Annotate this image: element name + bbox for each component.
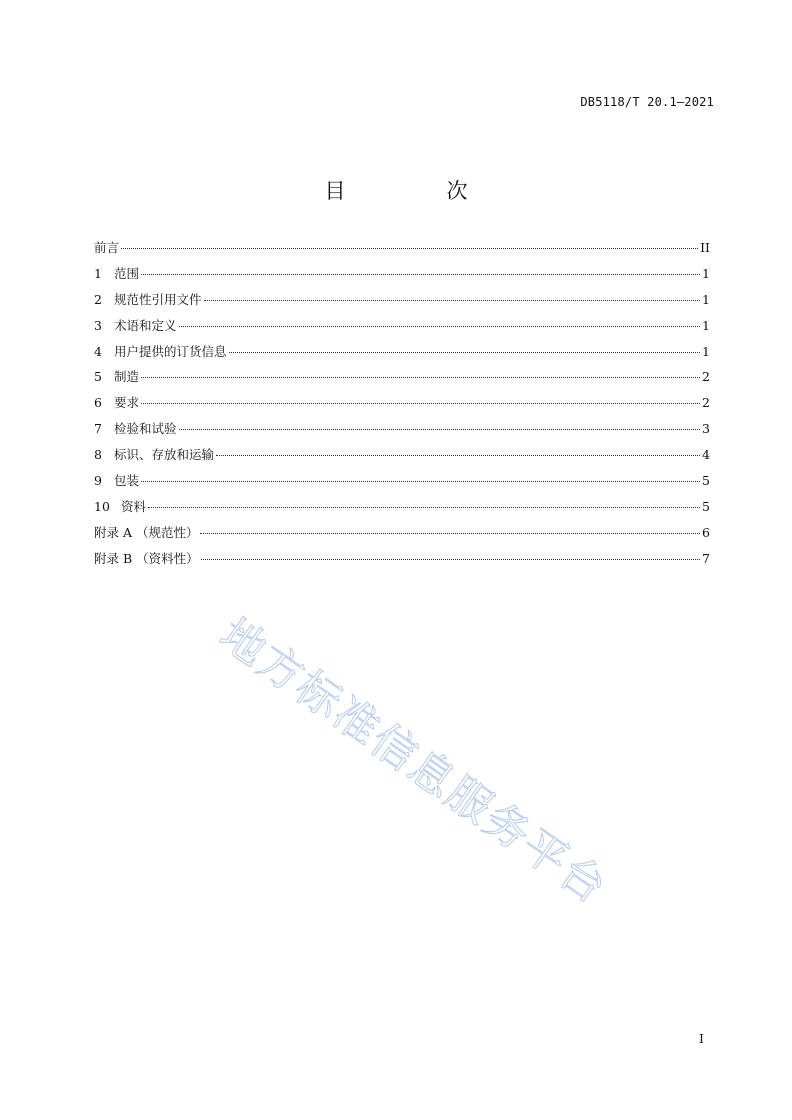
toc-entry-label: 术语和定义 [114, 317, 177, 333]
toc-title: 目 次 [324, 179, 508, 203]
toc-leader-dots [141, 481, 700, 482]
toc-entry[interactable] [94, 446, 710, 472]
toc-entry-label: 前言 [94, 240, 120, 255]
toc-entry-page: 6 [702, 524, 710, 540]
toc-leader-dots [121, 248, 698, 249]
toc-entry[interactable] [94, 498, 710, 524]
toc-entry-page: 1 [702, 265, 710, 281]
toc-entry-number: 5 [94, 369, 102, 385]
toc-entry-label: 制造 [114, 369, 140, 385]
toc-leader-dots [141, 403, 700, 404]
toc-entry-page: 7 [702, 550, 710, 566]
toc-entry-label: 要求 [114, 395, 140, 411]
toc-entry-label: 检验和试验 [114, 421, 177, 437]
toc-entry-page: 5 [702, 498, 710, 514]
toc-entry[interactable] [94, 550, 710, 576]
toc-leader-dots [141, 377, 700, 378]
toc-entry[interactable] [94, 317, 710, 343]
toc-entry-page: 5 [702, 473, 710, 489]
toc-entry[interactable] [94, 394, 710, 420]
toc-entry-page: II [700, 240, 710, 255]
toc-entry[interactable] [94, 291, 710, 317]
toc-entry-number: 9 [94, 473, 102, 489]
toc-entry-page: 4 [702, 447, 710, 463]
toc-entry[interactable] [94, 265, 710, 291]
toc-leader-dots [179, 429, 701, 430]
toc-entry-number: 4 [94, 343, 102, 359]
toc-entry[interactable] [94, 239, 710, 265]
toc-entry-label: 附录 B （资料性） [94, 550, 199, 566]
toc-entry[interactable] [94, 524, 710, 550]
toc-entry[interactable] [94, 420, 710, 446]
toc-entry-label: 资料 [121, 498, 147, 514]
toc-entry-page: 2 [702, 395, 710, 411]
toc-entry-page: 1 [702, 291, 710, 307]
toc-entry[interactable] [94, 368, 710, 394]
toc-entry-number: 3 [94, 317, 102, 333]
toc-entry-label: 附录 A （规范性） [94, 524, 199, 540]
toc-entry-number: 1 [94, 265, 102, 281]
toc-leader-dots [179, 326, 701, 327]
toc-entry-number: 7 [94, 421, 102, 437]
toc-entry-label: 范围 [114, 265, 140, 281]
toc-entry-label: 标识、存放和运输 [114, 447, 215, 463]
toc-entry-number: 2 [94, 291, 102, 307]
toc-entry-label: 规范性引用文件 [114, 291, 202, 307]
toc-entry-number: 8 [94, 447, 102, 463]
toc-entry-label: 用户提供的订货信息 [114, 343, 227, 359]
toc-entry-label: 包装 [114, 473, 140, 489]
table-of-contents [94, 239, 710, 576]
toc-entry-page: 1 [702, 317, 710, 333]
document-code: DB5118/T 20.1—2021 [580, 95, 714, 109]
toc-leader-dots [200, 533, 700, 534]
toc-entry-page: 3 [702, 421, 710, 437]
toc-entry-page: 2 [702, 369, 710, 385]
page-number: I [699, 1031, 704, 1046]
toc-entry-number: 10 [94, 498, 110, 514]
toc-entry-page: 1 [702, 343, 710, 359]
toc-leader-dots [216, 455, 700, 456]
watermark: 地方标准信息服务平台 [210, 608, 617, 915]
toc-leader-dots [141, 274, 700, 275]
toc-entry[interactable] [94, 472, 710, 498]
toc-entry[interactable] [94, 343, 710, 369]
toc-leader-dots [204, 300, 701, 301]
toc-leader-dots [148, 507, 700, 508]
toc-entry-number: 6 [94, 395, 102, 411]
toc-leader-dots [229, 352, 701, 353]
toc-leader-dots [201, 559, 700, 560]
